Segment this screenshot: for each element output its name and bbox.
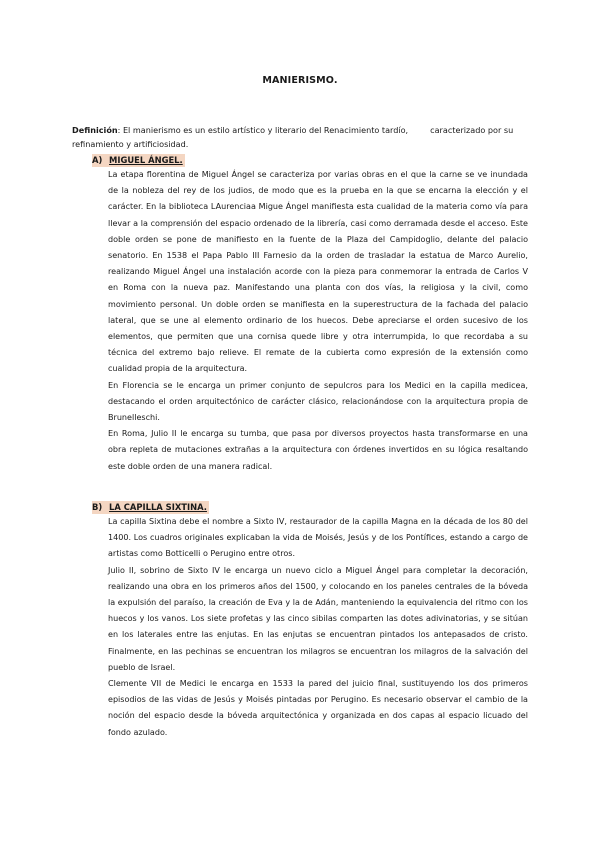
section-a-paragraph-2: En Florencia se le encarga un primer conjunto de sepulcros para los Medici en la capilla medicea, destacando el orden arquitectónico de carácter clásico, relacionándose con la arquitectura propia de Brunelleschi. (108, 380, 528, 423)
definition-text-a: : El manierismo es un estilo artístico y literario del Renacimiento tardío, (117, 125, 409, 135)
section-a-body (108, 167, 528, 475)
section-a-paragraph-3: En Roma, Julio II le encarga su tumba, que pasa por diversos proyectos hasta transformarse en una obra repleta de mutaciones extrañas a la arquitectura con órdenes invertidos en su lógica resaltando este doble orden de una manera radical. (108, 429, 528, 471)
section-b-body (108, 514, 528, 741)
definition-paragraph (72, 123, 542, 151)
section-a-heading (92, 154, 185, 167)
section-b-title: LA CAPILLA SIXTINA. (109, 502, 207, 512)
section-b-paragraph-1: La capilla Sixtina debe el nombre a Sixto IV, restaurador de la capilla Magna en la década de los 80 del 1400. Los cuadros originales explicaban la vida de Moisés, Jesús y de los Pontífices, estando a cargo de artistas como Botticelli o Perugino entre otros. (108, 517, 528, 559)
section-a-letter: A) (92, 155, 103, 165)
section-a-paragraph-1: La etapa florentina de Miguel Ángel se caracteriza por varias obras en el que la carne se ve inundada de la nobleza del rey de los judios, de modo que es la prueba en la que se encarna la elección y el carácter. En la biblioteca LAurenciaa Migue Ángel manifiesta esta cualidad de la materia como vía para llevar a la comprensión del espacio ordenado de la librería, casi como derramada desde el acceso. Este doble orden se pone de manifiesto en la fuente de la Plaza del Campidoglio, delante del palacio senatorio. En 1538 el Papa Pablo III Farnesio da la orden de trasladar la estatua de Marco Aurelio, realizando Miguel Ángel una instalación acorde con la pieza para conmemorar la entrada de Carlos V en Roma con la nueva paz. Manifestando una planta con dos vías, la religiosa y la civil, como movimiento personal. Un doble orden se manifiesta en la superestructura de la fachada del palacio lateral, que se une al elemento ordinario de los huecos. Debe apreciarse el orden sucesivo de los elementos, que permiten que una cornisa quede libre y otra interrumpida, lo que recordaba a su técnica del extremo bajo relieve. El remate de la cubierta como expresión de la extensión como cualidad propia de la arquitectura. (108, 170, 528, 374)
definition-label: Definición (72, 125, 118, 135)
section-a-highlight (92, 154, 185, 167)
section-b-paragraph-2: Julio II, sobrino de Sixto IV le encarga un nuevo ciclo a Miguel Ángel para completar la decoración, realizando una obra en los primeros años del 1500, y colocando en los paneles centrales de la bóveda la expulsión del paraíso, la creación de Eva y la de Adán, manteniendo la equivalencia del ritmo con los huecos y los vanos. Los siete profetas y las cinco sibilas comparten las dotes adivinatorias, y se sitúan en los laterales entre las enjutas. En las enjutas se encuentran pintados los antepasados de cristo. Finalmente, en las pechinas se encuentran los milagros se encuentran los milagros de la salvación del pueblo de Israel. (108, 565, 528, 672)
section-b-letter: B) (92, 502, 103, 512)
section-b-heading (92, 501, 209, 514)
section-a-title: MIGUEL ÁNGEL. (109, 155, 183, 165)
section-b-paragraph-3: Clemente VII de Medici le encarga en 1533 la pared del juicio final, sustituyendo los dos primeros episodios de las vidas de Jesús y Moisés pintadas por Perugino. Es necesario observar el cambio de la noción del espacio desde la bóveda arquitectónica y organizada en dos capas al espacio licuado del fondo azulado. (108, 679, 528, 737)
page-title: MANIERISMO. (262, 75, 338, 86)
definition-text-b: caracterizado por su refinamiento y artificiosidad. (72, 125, 514, 149)
section-b-highlight (92, 501, 209, 514)
